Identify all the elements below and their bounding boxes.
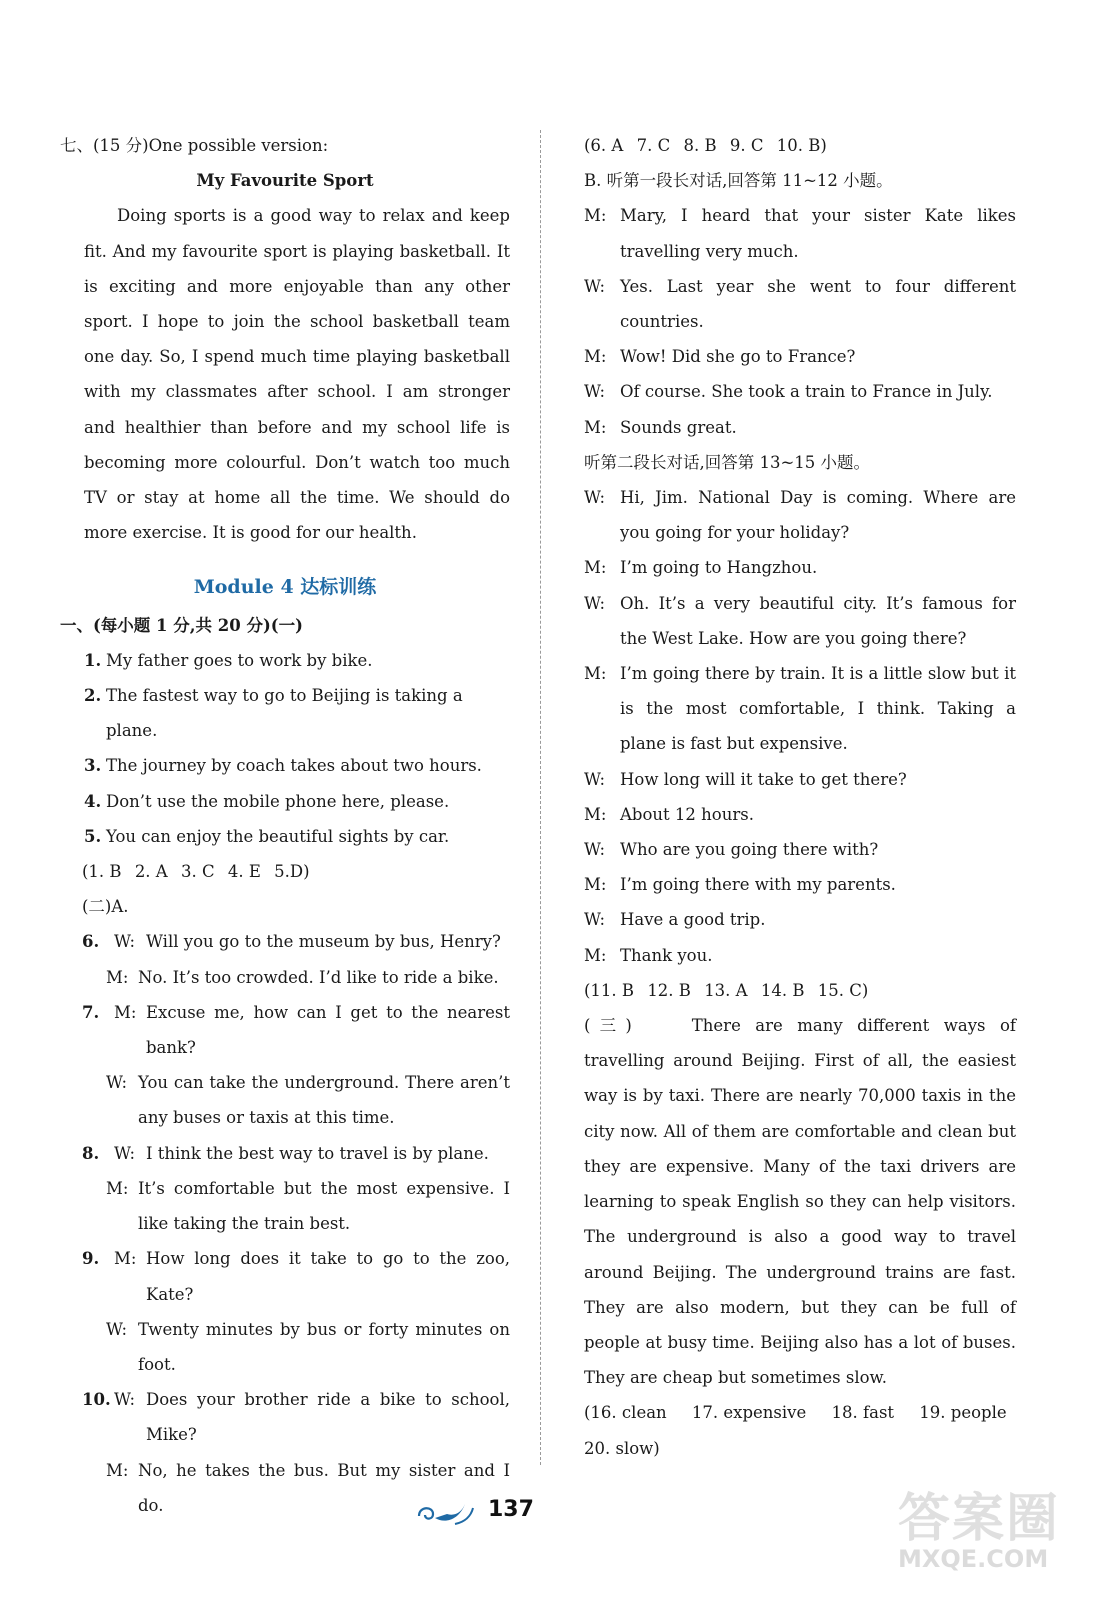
dialog-line [584, 586, 1016, 656]
list-item [60, 784, 510, 819]
question-8-reply [60, 1171, 510, 1241]
speaker: M: [584, 875, 607, 895]
dialog-text: Wow! Did she go to France? [620, 347, 856, 367]
list-item [60, 678, 510, 748]
answer: 5.D) [274, 862, 310, 882]
dialog-text: About 12 hours. [620, 804, 754, 824]
speaker: W: [584, 382, 606, 402]
speaker: M: [106, 967, 129, 987]
dialog-line [584, 550, 1016, 585]
speaker: W: [114, 1143, 136, 1163]
question-10 [60, 1382, 510, 1452]
column-divider [540, 130, 541, 1465]
watermark-cn: 答案圈 [898, 1489, 1061, 1549]
dialog-line [584, 410, 1016, 445]
dialog-text: Mary, I heard that your sister Kate likes travelling very much. [620, 206, 1016, 261]
dialog-line: You can take the underground. There aren’t any buses or taxis at this time. [138, 1073, 510, 1128]
answer: 19. people [919, 1403, 1007, 1423]
answer-key-11-15 [584, 973, 1016, 1008]
answer: 9. C [729, 136, 764, 155]
answer: 8. B [683, 136, 717, 155]
item-number: 4. [84, 791, 102, 811]
dialog-line [584, 656, 1016, 762]
dialog-line: I think the best way to travel is by plane. [146, 1143, 489, 1163]
answer: 4. E [227, 862, 261, 882]
dialog-line [584, 902, 1016, 937]
dialog-line: Will you go to the museum by bus, Henry? [146, 932, 501, 952]
swirl-logo-icon [415, 1494, 477, 1528]
speaker: W: [584, 769, 606, 789]
essay-title: My Favourite Sport [196, 171, 374, 191]
question-number: 7. [82, 1002, 100, 1022]
answer: 10. B) [776, 136, 827, 155]
dialog-line: Excuse me, how can I get to the nearest bank? [146, 1002, 510, 1058]
answer-key-16-20 [584, 1395, 1016, 1465]
question-7-reply [60, 1065, 510, 1135]
question-number: 9. [82, 1249, 100, 1269]
part2-label: (二)A. [82, 897, 129, 917]
answer: (6. A [584, 136, 624, 155]
dialog-text: I’m going to Hangzhou. [620, 558, 818, 578]
answer: 17. expensive [691, 1403, 807, 1423]
speaker: W: [584, 593, 606, 613]
item-text: The journey by coach takes about two hours. [106, 756, 482, 776]
page-number: 137 [488, 1497, 534, 1522]
answer: 3. C [180, 862, 215, 882]
question-9-reply [60, 1312, 510, 1382]
speaker: W: [584, 276, 606, 296]
speaker: M: [584, 664, 607, 684]
answer: 20. slow) [584, 1438, 660, 1458]
dialog-line [584, 832, 1016, 867]
item-number: 2. [84, 686, 102, 706]
list-item [60, 819, 510, 854]
dialog-text: Oh. It’s a very beautiful city. It’s famous for the West Lake. How are you going there? [620, 593, 1016, 648]
dialog-text: I’m going there by train. It is a little slow but it is the most comfortable, I think. Taking a plane is fast but expensive. [620, 664, 1016, 754]
item-number: 5. [84, 826, 102, 846]
question-number: 10. [82, 1390, 111, 1410]
speaker: M: [114, 1002, 137, 1022]
answer-key-6-10 [584, 128, 1016, 163]
dialog-line [584, 339, 1016, 374]
speaker: W: [584, 910, 606, 930]
answer: 14. B [760, 980, 805, 1000]
question-number: 6. [82, 932, 100, 952]
watermark [898, 1476, 1088, 1586]
dialog-line [584, 797, 1016, 832]
dialog-text: Have a good trip. [620, 910, 766, 930]
item-text: You can enjoy the beautiful sights by car. [106, 826, 450, 846]
question-6 [60, 924, 510, 959]
speaker: W: [584, 840, 606, 860]
dialog-text: Sounds great. [620, 417, 737, 437]
answer: 15. C) [817, 980, 869, 1000]
dialog-text: How long will it take to get there? [620, 769, 907, 789]
item-text: My father goes to work by bike. [106, 650, 373, 670]
answer: (1. B [82, 862, 122, 882]
dialog-line [584, 269, 1016, 339]
answer: 7. C [636, 136, 671, 155]
answer: 18. fast [831, 1403, 895, 1423]
dialog-line [584, 374, 1016, 409]
dialog-line: It’s comfortable but the most expensive. I like taking the train best. [138, 1178, 510, 1234]
dialog-line: No. It’s too crowded. I’d like to ride a bike. [138, 967, 499, 987]
question-6-reply [60, 960, 510, 995]
essay-text: Doing sports is a good way to relax and keep fit. And my favourite sport is playing basketball. It is exciting and more enjoyable than any other sport. I hope to join the school basketball team one day. So, I spend much time playing basketball with my classmates after school. I am stronger and healthier than before and my school life is becoming more colourful. Don’t watch too much TV or stay at home all the time. We should do more exercise. It is good for our health. [84, 206, 510, 543]
part3-text: There are many different ways of travelling around Beijing. First of all, the easiest way is by taxi. There are nearly 70,000 taxis in the city now. All of them are comfortable and clean but they are expensive. Many of the taxi drivers are learning to speak English so they can help visitors. The underground is also a good way to travel around Beijing. The underground trains are fast. They are also modern, but they can be full of people at busy time. Beijing also has a lot of buses. They are cheap but sometimes slow. [584, 1016, 1016, 1388]
module-title: Module 4 达标训练 [193, 576, 377, 599]
watermark-en: MXQE.COM [898, 1545, 1049, 1573]
question-9 [60, 1241, 510, 1311]
dialog-text: Yes. Last year she went to four different countries. [620, 276, 1016, 332]
speaker: M: [114, 1249, 137, 1269]
answer: 13. A [704, 980, 748, 1000]
speaker: M: [584, 347, 607, 367]
dialog2-heading: 听第二段长对话,回答第 13~15 小题。 [584, 452, 871, 472]
speaker: M: [584, 206, 607, 226]
section1-heading: 一、(每小题 1 分,共 20 分)(一) [60, 615, 303, 635]
item-text: The fastest way to go to Beijing is taking a plane. [106, 686, 463, 741]
dialog-line: Does your brother ride a bike to school, Mike? [146, 1390, 510, 1445]
list-item [60, 748, 510, 783]
dialog-text: Thank you. [620, 945, 713, 965]
part3-label: (三) [584, 1016, 632, 1036]
dialog-line [584, 480, 1016, 550]
dialog-line [584, 762, 1016, 797]
dialog-text: Who are you going there with? [620, 840, 879, 860]
item-number: 1. [84, 650, 102, 670]
answer: 2. A [134, 862, 168, 882]
speaker: M: [584, 558, 607, 578]
dialog-line [584, 198, 1016, 268]
speaker: W: [106, 1073, 128, 1093]
right-column [584, 128, 1016, 1466]
speaker: W: [584, 488, 606, 508]
dialog-line: No, he takes the bus. But my sister and I do. [138, 1460, 510, 1515]
essay-heading: 七、(15 分)One possible version: [60, 136, 329, 155]
speaker: M: [106, 1460, 129, 1480]
speaker: M: [106, 1178, 129, 1198]
speaker: M: [584, 945, 607, 965]
question-7 [60, 995, 510, 1065]
dialog-text: I’m going there with my parents. [620, 875, 896, 895]
answer-key-1-5 [60, 854, 510, 889]
answer: 12. B [647, 980, 691, 1000]
list-item [60, 643, 510, 678]
speaker: W: [114, 932, 136, 952]
speaker: M: [584, 417, 607, 437]
part3-passage [584, 1008, 1016, 1395]
speaker: W: [106, 1319, 128, 1339]
dialog-line: Twenty minutes by bus or forty minutes on foot. [138, 1319, 510, 1374]
speaker: W: [114, 1390, 136, 1410]
partB-heading: B. 听第一段长对话,回答第 11~12 小题。 [584, 171, 893, 191]
dialog-text: Of course. She took a train to France in July. [620, 382, 993, 402]
question-number: 8. [82, 1143, 100, 1163]
question-8 [60, 1136, 510, 1171]
dialog-line: How long does it take to go to the zoo, Kate? [146, 1249, 510, 1304]
dialog-text: Hi, Jim. National Day is coming. Where are you going for your holiday? [620, 488, 1016, 543]
speaker: M: [584, 804, 607, 824]
dialog-line [584, 867, 1016, 902]
left-column [60, 128, 510, 1523]
item-text: Don’t use the mobile phone here, please. [106, 791, 450, 811]
dialog-line [584, 938, 1016, 973]
answer: (11. B [584, 980, 635, 1000]
item-number: 3. [84, 756, 102, 776]
answer: (16. clean [584, 1403, 667, 1423]
